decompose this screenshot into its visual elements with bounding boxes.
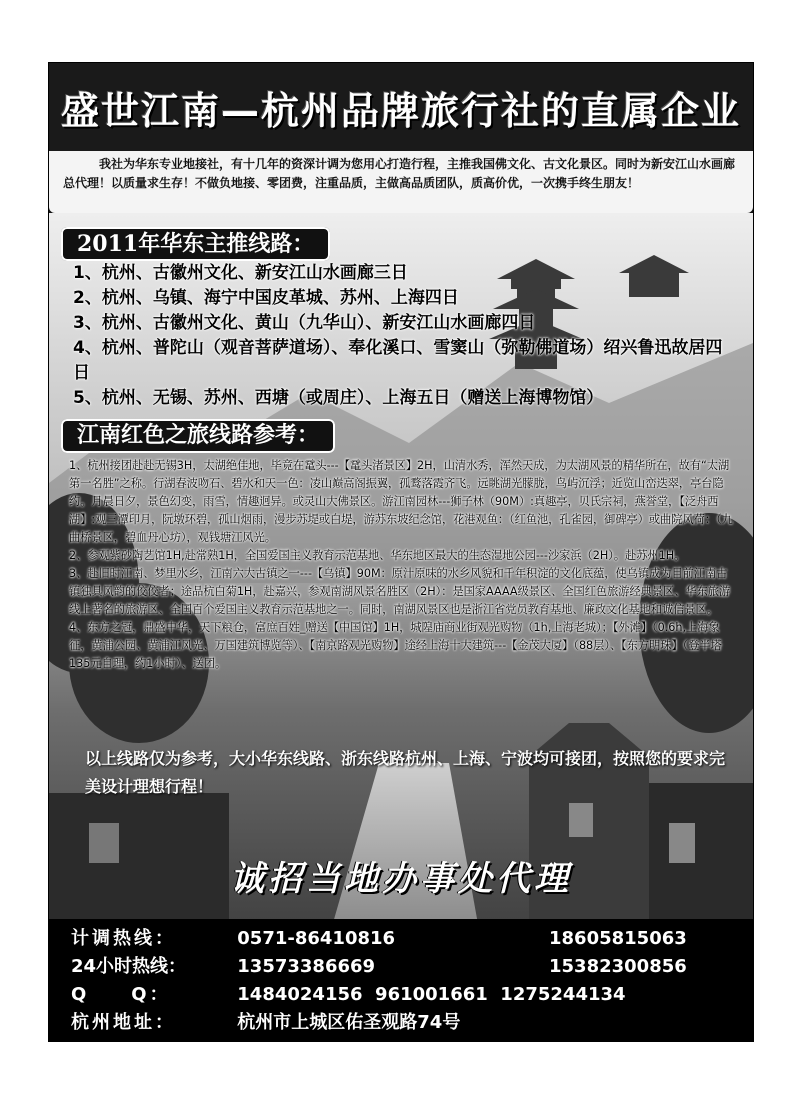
flyer — [48, 62, 754, 1042]
contact-row-address — [71, 1009, 460, 1037]
contact-label: 计调热线： — [71, 928, 176, 949]
red-tour-details — [69, 457, 737, 673]
phone-number: 15382300856 — [549, 956, 687, 977]
contact-label: Q Q： — [71, 984, 171, 1005]
route-item: 3、杭州、古徽州文化、黄山（九华山）、新安江山水画廊四日 — [73, 313, 536, 333]
phone-number: 18605815063 — [549, 928, 687, 949]
contact-row-hotline-24h — [71, 953, 687, 981]
intro-text: 我社为华东专业地接社，有十几年的资深计调为您用心打造行程，主推我国佛文化、古文化景区。同时为新安江山水画廊总代理！以质量求生存！不做负地接、零团费，注重品质，主做高品质团队，质高价优，一次携手终生朋友！ — [49, 151, 753, 213]
route-item: 1、杭州、古徽州文化、新安江山水画廊三日 — [73, 263, 408, 283]
tour-detail-item: 2、参观紫砂陶艺馆1H,赴常熟1H，全国爱国主义教育示范基地、华东地区最大的生态湿地公园---沙家浜（2H）。赴苏州1H。 — [69, 549, 686, 562]
contact-row-qq — [71, 981, 626, 1009]
qq-numbers: 1484024156 961001661 1275244134 — [237, 984, 626, 1005]
tour-detail-item: 3、赴旧时江南、梦里水乡，江南六大古镇之一---【乌镇】90M：原汁原味的水乡风貌和千年积淀的文化底蕴，使乌镇成为目前江南古镇独具风韵的佼佼者；途品杭白菊1H，赴嘉兴，参观南湖风景名胜区（2H）：是国家AAAA级景区、全国红色旅游经典景区、华东旅游线上著名的旅游区、全国百个爱国主义教育示范基地之一。同时，南湖风景区也是浙江省党员教育基地、廉政文化基地和诚信景区。 — [69, 567, 731, 616]
address: 杭州市上城区佑圣观路74号 — [237, 1012, 461, 1033]
route-item: 4、杭州、普陀山（观音菩萨道场）、奉化溪口、雪窦山（弥勒佛道场）绍兴鲁迅故居四日 — [73, 338, 723, 383]
contact-label: 杭州地址： — [71, 1012, 176, 1033]
route-item: 2、杭州、乌镇、海宁中国皮革城、苏州、上海四日 — [73, 288, 459, 308]
section-heading-red-tour: 江南红色之旅线路参考： — [61, 419, 335, 453]
agency-recruit-slogan: 诚招当地办事处代理 — [230, 859, 572, 899]
main-routes-list — [73, 261, 723, 411]
contact-row-hotline — [71, 925, 687, 953]
phone-number: 0571-86410816 — [237, 928, 396, 949]
contact-panel — [49, 919, 753, 1041]
tour-detail-item: 1、杭州接团赴赴无锡3H，太湖绝佳地，毕竟在鼋头---【鼋头渚景区】2H，山清水秀，浑然天成，为太湖风景的精华所在，故有“太湖第一名胜”之称。行湖春波吻石、碧水和天一色：凌山巅高阁振翼，孤鹜落霞齐飞。远眺湖光朦胧，鸟屿沉浮；近览山峦迭翠，亭台隐约。月晨日夕，景色幻变，雨雪，情趣迥异。或灵山大佛景区。游江南园林---狮子林（90M）:真趣亭，贝氏宗祠，燕誉堂，【泛舟西湖】:观三潭印月，阮墩环碧，孤山烟雨，漫步苏堤或白堤，游苏东坡纪念馆，花港观鱼：（红鱼池，孔雀园，御碑亭）或曲院风荷：（九曲桥景区，碧血丹心坊），观钱塘江风光。 — [69, 459, 733, 544]
route-item: 5、杭州、无锡、苏州、西塘（或周庄）、上海五日（赠送上海博物馆） — [73, 388, 604, 408]
title-banner — [49, 63, 753, 151]
route-note: 以上线路仅为参考，大小华东线路、浙东线路杭州、上海、宁波均可接团，按照您的要求完美设计理想行程！ — [85, 749, 726, 796]
tour-detail-item: 4、东方之冠，鼎盛中华，天下粮仓，富庶百姓_赠送【中国馆】1H，城隍庙商业街观光购物（1h,上海老城）；【外滩】（0.6h,上海象征，黄浦公园、黄浦江风光、万国建筑博览等）、【南京路观光购物】途经上海十大建筑---【金茂大厦】（88层）、【东方明珠】（登半塔135元自理，约1小时）、送团。 — [69, 621, 722, 670]
page-title: 盛世江南—杭州品牌旅行社的直属企业 — [60, 88, 741, 133]
section-heading-main-routes: 2011年华东主推线路： — [61, 227, 330, 261]
phone-number: 13573386669 — [237, 956, 376, 977]
contact-label: 24小时热线： — [71, 956, 187, 977]
